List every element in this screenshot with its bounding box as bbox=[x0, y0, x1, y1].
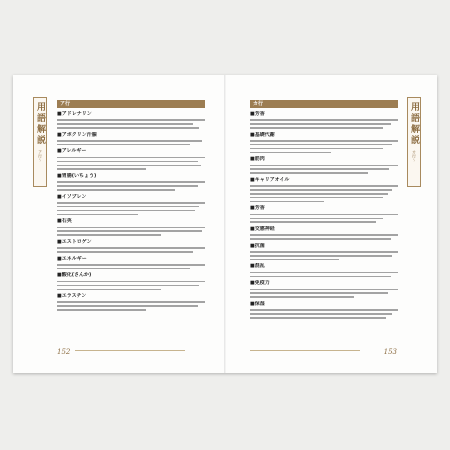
glossary-term: ■エラスチン bbox=[57, 293, 87, 300]
body-text-line bbox=[250, 251, 398, 253]
body-text-line bbox=[57, 227, 205, 229]
right-page bbox=[225, 75, 437, 373]
glossary-entry bbox=[57, 173, 205, 191]
body-text-line bbox=[57, 285, 199, 287]
body-text-line bbox=[250, 148, 383, 150]
glossary-entry bbox=[250, 301, 398, 319]
right-glossary bbox=[250, 100, 398, 319]
body-text-line bbox=[250, 276, 391, 278]
glossary-term: ■アポクリン汗腺 bbox=[57, 131, 97, 138]
body-text-line bbox=[250, 221, 376, 223]
body-text-line bbox=[250, 165, 398, 167]
glossary-entry bbox=[57, 148, 205, 170]
body-text-line bbox=[57, 230, 202, 232]
body-text-line bbox=[250, 119, 398, 121]
glossary-term: ■混乱 bbox=[250, 263, 265, 270]
body-text-line bbox=[250, 317, 386, 319]
glossary-term: ■芳香 bbox=[250, 205, 265, 212]
glossary-term: ■保湿 bbox=[250, 300, 265, 307]
body-text-line bbox=[57, 268, 190, 270]
right-vertical-title bbox=[407, 97, 421, 187]
body-text-line bbox=[57, 289, 161, 291]
glossary-entry bbox=[250, 111, 398, 129]
glossary-term: ■エストロゲン bbox=[57, 238, 92, 245]
body-text-line bbox=[57, 161, 198, 163]
glossary-entry bbox=[250, 205, 398, 223]
body-text-line bbox=[57, 234, 161, 236]
body-text-line bbox=[250, 189, 392, 191]
left-page-number: 152 bbox=[57, 348, 71, 356]
glossary-entry bbox=[57, 239, 205, 253]
body-text-line bbox=[250, 292, 388, 294]
body-text-line bbox=[250, 123, 391, 125]
glossary-term: ■芳香 bbox=[250, 111, 265, 117]
body-text-line bbox=[57, 281, 205, 283]
glossary-entry bbox=[250, 226, 398, 240]
body-text-line bbox=[57, 189, 175, 191]
glossary-term: ■胃腸(いちょう) bbox=[57, 173, 97, 180]
body-text-line bbox=[250, 185, 398, 187]
glossary-entry bbox=[250, 156, 398, 174]
right-page-number: 153 bbox=[383, 348, 397, 356]
body-text-line bbox=[250, 193, 388, 195]
glossary-term: ■石英 bbox=[57, 218, 72, 225]
body-text-line bbox=[57, 181, 205, 183]
left-footer-rule bbox=[75, 350, 185, 351]
glossary-entry bbox=[250, 280, 398, 298]
glossary-term: ■免疫力 bbox=[250, 280, 270, 287]
body-text-line bbox=[57, 140, 202, 142]
left-section-band: ア行 bbox=[57, 100, 205, 108]
body-text-line bbox=[250, 197, 383, 199]
body-text-line bbox=[250, 296, 354, 298]
body-text-line bbox=[250, 238, 391, 240]
glossary-term: ■エネルギー bbox=[57, 255, 87, 262]
glossary-entry bbox=[57, 132, 205, 146]
body-text-line bbox=[57, 301, 205, 303]
body-text-line bbox=[57, 168, 146, 170]
body-text-line bbox=[57, 127, 199, 129]
glossary-term: ■アレルギー bbox=[57, 148, 87, 155]
glossary-entry bbox=[250, 263, 398, 277]
body-text-line bbox=[57, 157, 205, 159]
left-title-text: 用語解説 bbox=[35, 102, 45, 146]
glossary-entry bbox=[57, 293, 205, 311]
body-text-line bbox=[250, 259, 339, 261]
body-text-line bbox=[57, 165, 201, 167]
glossary-term: ■酸化(さんか) bbox=[57, 272, 92, 279]
glossary-entry bbox=[57, 194, 205, 216]
right-footer-rule bbox=[250, 350, 360, 351]
left-title-sub: ア行〜 bbox=[38, 150, 43, 162]
body-text-line bbox=[250, 140, 398, 142]
glossary-entry bbox=[250, 243, 398, 261]
body-text-line bbox=[57, 264, 205, 266]
right-title-sub: カ行〜 bbox=[412, 150, 417, 162]
body-text-line bbox=[250, 168, 389, 170]
right-title-text: 用語解説 bbox=[409, 102, 419, 146]
glossary-entry bbox=[57, 272, 205, 290]
body-text-line bbox=[57, 185, 198, 187]
body-text-line bbox=[57, 210, 195, 212]
body-text-line bbox=[57, 251, 193, 253]
body-text-line bbox=[250, 201, 324, 203]
body-text-line bbox=[250, 272, 398, 274]
glossary-entry bbox=[57, 111, 205, 129]
body-text-line bbox=[250, 152, 331, 154]
glossary-term: ■キャリアオイル bbox=[250, 176, 290, 183]
body-text-line bbox=[57, 202, 205, 204]
body-text-line bbox=[250, 255, 392, 257]
body-text-line bbox=[250, 218, 383, 220]
body-text-line bbox=[250, 289, 398, 291]
body-text-line bbox=[57, 247, 205, 249]
body-text-line bbox=[250, 234, 398, 236]
right-section-band: カ行 bbox=[250, 100, 398, 108]
body-text-line bbox=[57, 144, 190, 146]
glossary-entry bbox=[250, 177, 398, 202]
body-text-line bbox=[250, 144, 392, 146]
glossary-term: ■交感神経 bbox=[250, 226, 275, 233]
glossary-term: ■アドレナリン bbox=[57, 111, 92, 117]
left-page bbox=[13, 75, 225, 373]
body-text-line bbox=[57, 119, 205, 121]
book-spread bbox=[13, 75, 437, 373]
body-text-line bbox=[250, 127, 383, 129]
glossary-entry bbox=[57, 256, 205, 270]
body-text-line bbox=[250, 214, 398, 216]
body-text-line bbox=[250, 313, 392, 315]
body-text-line bbox=[57, 309, 146, 311]
glossary-entry bbox=[250, 132, 398, 154]
left-vertical-title bbox=[33, 97, 47, 187]
glossary-term: ■基礎代謝 bbox=[250, 131, 275, 138]
glossary-term: ■筋肉 bbox=[250, 156, 265, 163]
body-text-line bbox=[250, 172, 368, 174]
glossary-term: ■イソプレン bbox=[57, 193, 87, 200]
body-text-line bbox=[57, 305, 198, 307]
body-text-line bbox=[57, 214, 138, 216]
left-glossary bbox=[57, 100, 205, 311]
glossary-term: ■抗菌 bbox=[250, 242, 265, 249]
body-text-line bbox=[250, 309, 398, 311]
glossary-entry bbox=[57, 218, 205, 236]
body-text-line bbox=[57, 206, 199, 208]
body-text-line bbox=[57, 123, 193, 125]
